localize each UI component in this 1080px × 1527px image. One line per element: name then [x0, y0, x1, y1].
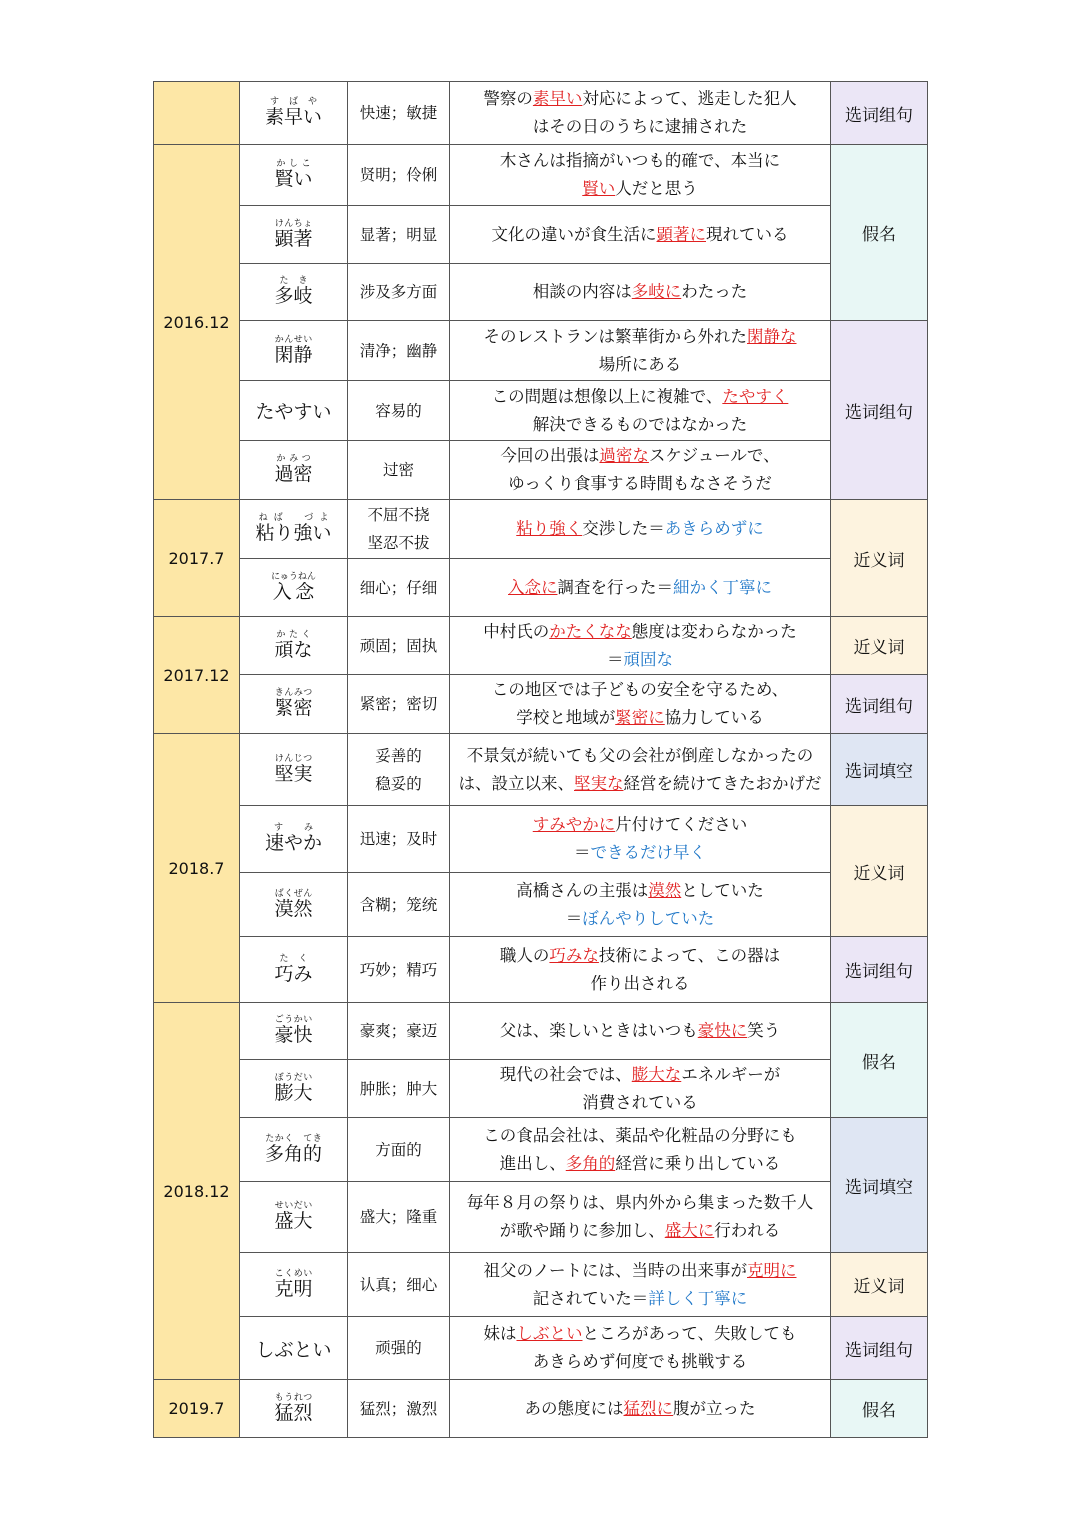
meaning-text: 豪爽；豪迈 — [359, 1022, 438, 1040]
example-text: 現れている — [706, 224, 789, 244]
target-word: すみやかに — [532, 815, 616, 834]
question-type-cell: 选词组句 — [831, 1317, 928, 1380]
word-ruby — [274, 1015, 313, 1046]
question-type-cell: 近义词 — [831, 617, 928, 675]
table-row — [154, 1118, 928, 1182]
question-type-cell: 近义词 — [831, 806, 928, 937]
word-text: 顕著 — [274, 227, 313, 250]
example-text: としていた ＝ — [565, 880, 764, 928]
date-cell: 2018.12 — [154, 1003, 240, 1380]
example-text: 毎年８月の祭りは、県内外から集まった数千人 が歌や踊りに参加し、 — [466, 1193, 814, 1240]
meaning-cell — [348, 264, 450, 321]
example-cell — [450, 206, 831, 264]
meaning-cell — [348, 1182, 450, 1253]
example-text: 祖父のノートには、当時の出来事が — [483, 1260, 747, 1280]
word-text: 過密 — [274, 463, 313, 485]
example-text: 対応によって、逃走した犯人 はその日のうちに逮捕された — [532, 89, 797, 136]
word-cell — [240, 1003, 348, 1060]
vocab-table — [153, 81, 928, 1438]
example-text: 態度は変わらなかった ＝ — [607, 621, 797, 669]
target-word: 賢い — [582, 179, 616, 198]
synonym-text: 詳しく丁寧に — [648, 1288, 748, 1308]
word-cell — [240, 82, 348, 145]
example-text: 相談の内容は — [532, 282, 632, 301]
meaning-cell — [348, 206, 450, 264]
example-text: あの態度には — [524, 1398, 624, 1418]
meaning-text: 盛大；隆重 — [359, 1208, 438, 1226]
word-ruby — [274, 218, 313, 250]
date-cell: 2018.7 — [154, 734, 240, 1003]
target-word: 閑静な — [747, 326, 797, 346]
example-text: 父は、楽しいときはいつも — [499, 1021, 698, 1040]
example-cell — [450, 500, 831, 559]
word-cell — [240, 321, 348, 381]
target-word: 入念に — [508, 577, 558, 597]
synonym-text: 頑固な — [623, 649, 673, 669]
target-word: 多岐に — [631, 282, 682, 301]
example-text: 行われる — [714, 1221, 781, 1240]
furigana: ごうかい — [274, 1015, 313, 1025]
furigana: せいだい — [274, 1201, 313, 1211]
question-type-cell: 假名 — [831, 145, 928, 321]
table-row — [154, 1003, 928, 1060]
meaning-cell — [348, 441, 450, 500]
example-text: 現代の社会では、 — [499, 1064, 632, 1084]
word-text: 膨大 — [274, 1081, 313, 1104]
word-ruby — [271, 571, 316, 603]
meaning-text: 猛烈；激烈 — [359, 1399, 438, 1418]
word-cell — [240, 1317, 348, 1380]
example-text: この問題は想像以上に複雑で、 — [491, 386, 723, 406]
meaning-text: 迅速；及时 — [359, 830, 438, 848]
example-text: 中村氏の — [483, 621, 550, 641]
meaning-text: 妥善的 稳妥的 — [375, 746, 422, 793]
example-text: エネルギーが 消費されている — [582, 1064, 781, 1112]
word-text: 素早い — [264, 106, 322, 128]
furigana: ぼうだい — [274, 1072, 313, 1083]
example-text: 人だと思う — [615, 179, 698, 198]
word-ruby — [274, 888, 313, 920]
meaning-cell — [348, 1060, 450, 1118]
date-cell: 2019.7 — [154, 1380, 240, 1438]
target-word: かたくなな — [549, 621, 632, 641]
meaning-text: 细心；仔细 — [359, 578, 438, 597]
word-ruby — [274, 629, 313, 661]
example-cell — [450, 1118, 831, 1182]
example-cell — [450, 734, 831, 806]
target-word: 緊密に — [615, 708, 665, 727]
example-cell — [450, 675, 831, 734]
target-word: 過密な — [599, 446, 649, 465]
example-cell — [450, 1253, 831, 1317]
example-text: 解決できるものではなかった — [532, 414, 748, 434]
synonym-text: 細かく丁寧に — [673, 577, 772, 597]
word-cell — [240, 559, 348, 617]
example-cell — [450, 441, 831, 500]
example-text: 交渉した＝ — [582, 519, 665, 538]
table-row — [154, 1380, 928, 1438]
meaning-cell — [348, 806, 450, 873]
example-cell — [450, 559, 831, 617]
furigana: かたく — [274, 629, 313, 640]
meaning-text: 快速；敏捷 — [359, 104, 438, 122]
word-text: 堅実 — [274, 762, 313, 785]
word-text: 入念 — [271, 580, 316, 603]
example-text: 技術によって、この器は 作り出される — [590, 945, 781, 993]
example-text: わたった — [681, 282, 748, 301]
meaning-text: 肿胀；肿大 — [359, 1079, 438, 1098]
target-word: 猛烈に — [623, 1398, 673, 1418]
word-text: たやすい — [255, 401, 332, 423]
synonym-text: できるだけ早く — [590, 843, 706, 862]
word-cell — [240, 1060, 348, 1118]
example-cell — [450, 1182, 831, 1253]
meaning-text: 清净；幽静 — [359, 341, 438, 360]
target-word: 漠然 — [648, 880, 682, 900]
meaning-cell — [348, 500, 450, 559]
word-text: しぶとい — [255, 1338, 332, 1361]
word-cell — [240, 264, 348, 321]
table-row — [154, 937, 928, 1003]
table-row — [154, 381, 928, 441]
meaning-cell — [348, 617, 450, 675]
example-cell — [450, 82, 831, 145]
word-text: 盛大 — [274, 1210, 313, 1232]
meaning-text: 巧妙；精巧 — [359, 960, 438, 979]
date-cell: 2016.12 — [154, 145, 240, 500]
table-row — [154, 1317, 928, 1380]
meaning-cell — [348, 321, 450, 381]
table-row — [154, 321, 928, 381]
example-text: 木さんは指摘がいつも的確で、本当に — [499, 151, 781, 170]
word-ruby — [274, 753, 313, 785]
furigana: ねば づよ — [255, 513, 332, 523]
word-ruby — [274, 688, 313, 719]
word-ruby — [264, 823, 322, 854]
example-text: そのレストランは繁華街から外れた — [483, 326, 747, 346]
word-cell — [240, 937, 348, 1003]
example-text: 腹が立った — [673, 1398, 756, 1418]
table-row — [154, 264, 928, 321]
table-row — [154, 1060, 928, 1118]
meaning-text: 顽固；固执 — [359, 636, 438, 655]
example-text: 笑う — [747, 1021, 781, 1040]
question-type-cell: 假名 — [831, 1003, 928, 1118]
word-ruby — [274, 1072, 313, 1104]
example-cell — [450, 145, 831, 206]
example-text: 文化の違いが食生活に — [491, 224, 657, 244]
furigana: かみつ — [274, 454, 313, 464]
meaning-text: 容易的 — [375, 401, 422, 420]
table-row — [154, 500, 928, 559]
table-row — [154, 806, 928, 873]
question-type-cell: 选词组句 — [831, 937, 928, 1003]
date-cell: 2017.12 — [154, 617, 240, 734]
furigana: たき — [274, 276, 313, 286]
word-text: 克明 — [274, 1277, 313, 1300]
example-text: 職人の — [499, 945, 550, 965]
word-text: 漠然 — [274, 897, 313, 920]
word-cell — [240, 806, 348, 873]
table-row — [154, 82, 928, 145]
question-type-cell: 假名 — [831, 1380, 928, 1438]
word-text: 猛烈 — [274, 1401, 313, 1424]
question-type-cell: 近义词 — [831, 1253, 928, 1317]
word-text: 速やか — [264, 832, 322, 854]
word-cell — [240, 1380, 348, 1438]
synonym-text: あきらめずに — [664, 519, 764, 538]
meaning-text: 贤明；伶俐 — [359, 166, 438, 184]
example-text: 協力している — [664, 708, 764, 727]
meaning-cell — [348, 559, 450, 617]
target-word: 堅実な — [574, 773, 624, 793]
question-type-cell: 选词组句 — [831, 82, 928, 145]
word-ruby — [274, 1201, 313, 1232]
table-row — [154, 145, 928, 206]
word-text: 巧み — [274, 962, 313, 985]
target-word: 膨大な — [631, 1064, 682, 1084]
word-text: 粘り強い — [255, 522, 332, 544]
meaning-text: 涉及多方面 — [359, 283, 438, 301]
example-text: 片付けてください ＝ — [574, 815, 748, 862]
meaning-text: 方面的 — [375, 1140, 422, 1159]
example-text: 警察の — [483, 89, 533, 108]
meaning-text: 含糊；笼统 — [359, 895, 438, 914]
example-cell — [450, 873, 831, 937]
furigana: けんじつ — [274, 753, 313, 764]
furigana: もうれつ — [274, 1392, 313, 1403]
target-word: 粘り強く — [516, 519, 583, 538]
meaning-cell — [348, 1003, 450, 1060]
example-cell — [450, 1060, 831, 1118]
example-text: 経営を続けてきたおかげだ — [623, 773, 822, 793]
word-cell — [240, 206, 348, 264]
example-cell — [450, 264, 831, 321]
word-text: 多岐 — [274, 285, 313, 307]
word-cell — [240, 145, 348, 206]
question-type-cell: 选词填空 — [831, 734, 928, 806]
table-row — [154, 206, 928, 264]
example-text: 妹は — [483, 1324, 517, 1343]
word-ruby — [264, 97, 322, 128]
word-ruby — [274, 1268, 313, 1300]
meaning-cell — [348, 1317, 450, 1380]
furigana: ばくぜん — [274, 888, 313, 899]
word-cell — [240, 441, 348, 500]
example-cell — [450, 617, 831, 675]
date-cell: 2017.7 — [154, 500, 240, 617]
word-text: 頑な — [274, 638, 313, 661]
table-row — [154, 617, 928, 675]
target-word: 盛大に — [664, 1221, 715, 1240]
word-text: 賢い — [274, 168, 313, 190]
example-text: 経営に乗り出している — [615, 1153, 781, 1173]
example-cell — [450, 806, 831, 873]
target-word: 豪快に — [697, 1021, 748, 1040]
meaning-cell — [348, 873, 450, 937]
word-cell — [240, 381, 348, 441]
example-cell — [450, 321, 831, 381]
table-row — [154, 559, 928, 617]
example-cell — [450, 937, 831, 1003]
word-text: 多角的 — [264, 1142, 322, 1165]
meaning-cell — [348, 1253, 450, 1317]
example-text: ところがあって、失敗しても あきらめず何度でも挑戦する — [532, 1324, 797, 1371]
word-text: 緊密 — [274, 697, 313, 719]
word-cell — [240, 1118, 348, 1182]
meaning-cell — [348, 381, 450, 441]
word-cell — [240, 675, 348, 734]
table-row — [154, 1182, 928, 1253]
word-cell — [240, 1253, 348, 1317]
meaning-cell — [348, 1380, 450, 1438]
target-word: 顕著に — [656, 224, 706, 244]
target-word: しぶとい — [516, 1324, 583, 1343]
word-ruby — [255, 513, 332, 544]
word-ruby — [274, 1392, 313, 1424]
target-word: 多角的 — [565, 1153, 616, 1173]
word-ruby — [274, 953, 313, 985]
word-ruby — [274, 276, 313, 307]
meaning-cell — [348, 82, 450, 145]
example-text: 記されていた＝ — [532, 1288, 649, 1308]
word-ruby — [274, 159, 313, 190]
example-cell — [450, 1380, 831, 1438]
word-text: 閑静 — [274, 343, 313, 366]
example-text: 場所にある — [598, 354, 682, 374]
meaning-cell — [348, 937, 450, 1003]
furigana: すばや — [264, 97, 322, 107]
date-cell — [154, 82, 240, 145]
example-cell — [450, 1317, 831, 1380]
word-cell — [240, 734, 348, 806]
meaning-text: 显著；明显 — [359, 225, 438, 244]
word-cell — [240, 500, 348, 559]
table-row — [154, 1253, 928, 1317]
word-ruby — [264, 1133, 322, 1165]
furigana: こくめい — [274, 1268, 313, 1279]
example-text: スケジュールで、 ゆっくり食事する時間もなさそうだ — [508, 446, 780, 493]
table-row — [154, 873, 928, 937]
meaning-text: 紧密；密切 — [359, 695, 438, 713]
word-cell — [240, 873, 348, 937]
meaning-text: 过密 — [382, 461, 414, 479]
meaning-cell — [348, 1118, 450, 1182]
furigana: たく — [274, 953, 313, 964]
word-cell — [240, 617, 348, 675]
example-text: 今回の出張は — [500, 446, 600, 465]
furigana: すみ — [264, 823, 322, 833]
example-cell — [450, 1003, 831, 1060]
furigana: にゅうねん — [271, 571, 316, 582]
table-row — [154, 734, 928, 806]
furigana: かしこ — [274, 159, 313, 169]
word-ruby — [274, 454, 313, 485]
furigana: たかく てき — [264, 1133, 322, 1144]
table-row — [154, 675, 928, 734]
furigana: きんみつ — [274, 688, 313, 698]
example-cell — [450, 381, 831, 441]
word-cell — [240, 1182, 348, 1253]
table-row — [154, 441, 928, 500]
meaning-text: 顽强的 — [375, 1339, 422, 1357]
example-text: この地区では子どもの安全を守るため、 学校と地域が — [491, 680, 789, 727]
question-type-cell: 选词组句 — [831, 675, 928, 734]
target-word: 巧みな — [549, 945, 599, 965]
meaning-cell — [348, 675, 450, 734]
target-word: たやすく — [722, 386, 789, 406]
meaning-cell — [348, 145, 450, 206]
furigana: かんせい — [274, 334, 313, 345]
question-type-cell: 选词组句 — [831, 321, 928, 500]
question-type-cell: 近义词 — [831, 500, 928, 617]
example-text: 高橋さんの主張は — [516, 880, 649, 900]
example-text: 不景気が続いても父の会社が倒産しなかったの は、設立以来、 — [458, 745, 814, 793]
word-ruby — [274, 334, 313, 366]
meaning-cell — [348, 734, 450, 806]
meaning-text: 不屈不挠 坚忍不拔 — [367, 506, 430, 552]
example-text: 調査を行った＝ — [557, 577, 673, 597]
word-text: 豪快 — [274, 1024, 313, 1046]
question-type-cell: 选词填空 — [831, 1118, 928, 1253]
meaning-text: 认真；细心 — [359, 1275, 438, 1294]
furigana: けんちょ — [274, 218, 313, 229]
example-text: この食品会社は、薬品や化粧品の分野にも 進出し、 — [483, 1125, 797, 1173]
target-word: 克明に — [747, 1260, 797, 1280]
target-word: 素早い — [532, 89, 583, 108]
synonym-text: ぼんやりしていた — [582, 908, 715, 928]
